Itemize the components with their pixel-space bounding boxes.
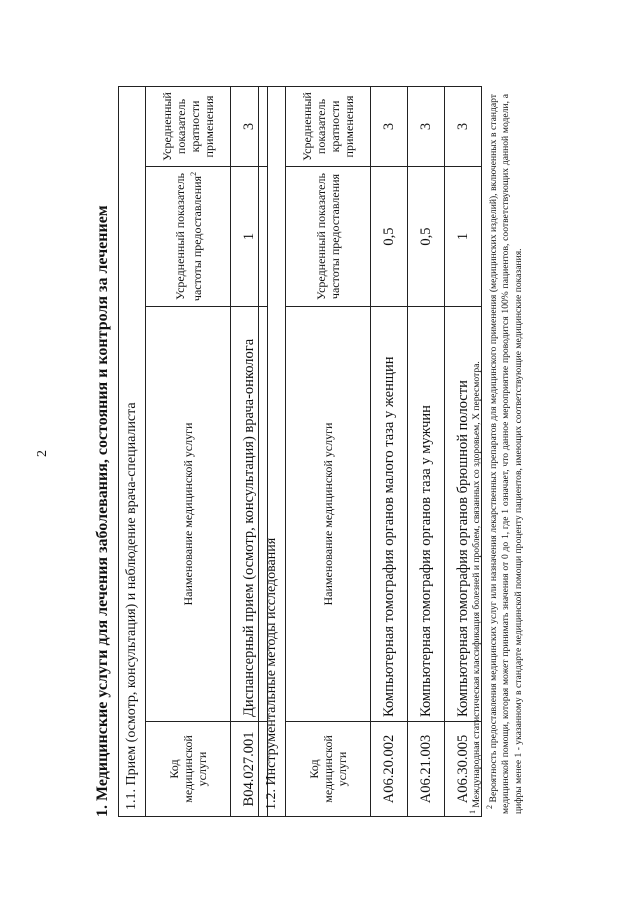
- cell-code: А06.21.003: [408, 722, 445, 817]
- header-code: Код медицинской услуги: [146, 722, 231, 817]
- table-header-row: [146, 87, 231, 817]
- footnote-text: Международная статистическая классификация болезней и проблем, связанных со здоровьем, X пересмотра.: [471, 361, 483, 808]
- cell-frequency: 1: [445, 167, 482, 307]
- header-frequency: [146, 167, 231, 307]
- header-multiplicity: Усредненный показатель кратности применения: [286, 87, 371, 167]
- header-frequency-text: Усредненный показатель частоты предоставления: [172, 173, 204, 302]
- cell-frequency: 1: [231, 167, 268, 307]
- table-row: [408, 87, 445, 817]
- header-frequency: Усредненный показатель частоты предоставления: [286, 167, 371, 307]
- header-name: Наименование медицинской услуги: [286, 307, 371, 722]
- header-name: Наименование медицинской услуги: [146, 307, 231, 722]
- cell-code: В04.027.001: [231, 722, 268, 817]
- cell-name: Компьютерная томография органов таза у мужчин: [408, 307, 445, 722]
- cell-multiplicity: 3: [408, 87, 445, 167]
- footnote-1: [467, 94, 484, 814]
- cell-name: Компьютерная томография органов малого таза у женщин: [371, 307, 408, 722]
- table-title-row: [119, 87, 146, 817]
- header-multiplicity: Усредненный показатель кратности применения: [146, 87, 231, 167]
- header-code: Код медицинской услуги: [286, 722, 371, 817]
- table-header-row: [286, 87, 371, 817]
- cell-name: Компьютерная томография органов брюшной полости: [445, 307, 482, 722]
- cell-multiplicity: 3: [371, 87, 408, 167]
- table-consultations: [118, 86, 268, 817]
- footnote-text: Вероятность предоставления медицинских услуг или назначения лекарственных препаратов для медицинского применения (медицинских изделий), включенных в стандарт медицинской помощи, которая может принимать значения от 0 до 1, где 1 означает, что данное мероприятие проводится 100% пациентов, соответствующих данной модели, а цифры менее 1 - указанному в стандарте медицинской помощи проценту пациентов, имеющих соответствующие медицинские показания.: [487, 94, 524, 814]
- table-row: [371, 87, 408, 817]
- cell-frequency: 0,5: [371, 167, 408, 307]
- table-title: 1.1. Прием (осмотр, консультация) и наблюдение врача-специалиста: [119, 87, 146, 817]
- footnote-2: [484, 94, 526, 814]
- cell-multiplicity: 3: [445, 87, 482, 167]
- cell-code: А06.30.005: [445, 722, 482, 817]
- section-heading: 1. Медицинские услуги для лечения заболевания, состояния и контроля за лечением: [94, 205, 111, 817]
- page-number: 2: [35, 450, 50, 457]
- table-instrumental: [258, 86, 482, 817]
- cell-frequency: 0,5: [408, 167, 445, 307]
- cell-code: А06.20.002: [371, 722, 408, 817]
- table-title-row: [259, 87, 286, 817]
- table-title: 1.2. Инструментальные методы исследования: [259, 87, 286, 817]
- footnote-mark: 2: [484, 804, 494, 809]
- footnotes: [467, 94, 525, 814]
- cell-name: Диспансерный прием (осмотр, консультация) врача-онколога: [231, 307, 268, 722]
- footnote-mark: 1: [468, 810, 477, 814]
- footnote-ref: 2: [188, 171, 198, 176]
- cell-multiplicity: 3: [231, 87, 268, 167]
